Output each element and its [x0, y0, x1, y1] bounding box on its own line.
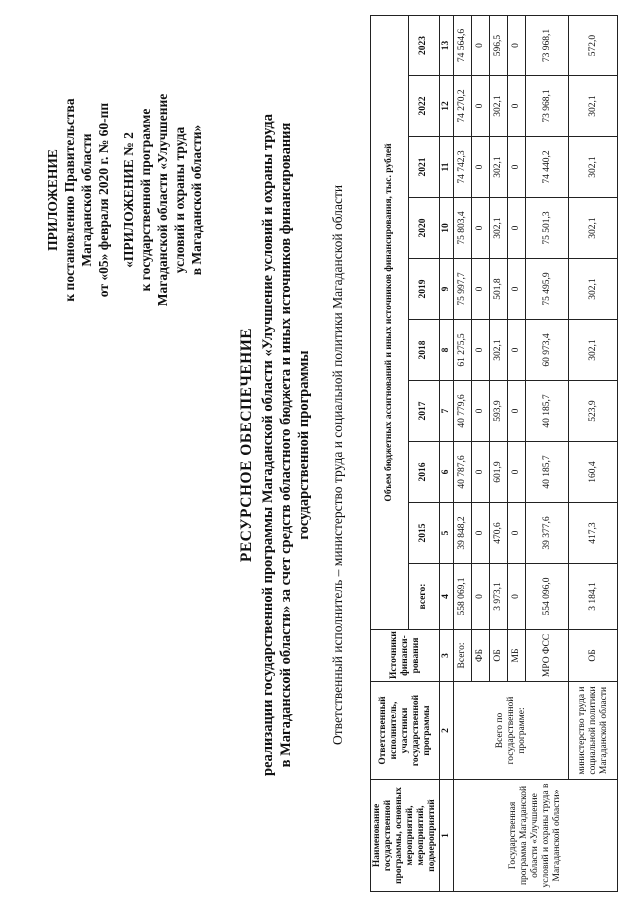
value-cell: 523,9 [569, 381, 618, 442]
column-number: 8 [440, 320, 454, 381]
table-row [569, 15, 618, 891]
resource-table [370, 15, 618, 892]
value-cell: 0 [508, 259, 526, 320]
value-cell: 75 495,9 [526, 259, 569, 320]
sub-appendix-title: «ПРИЛОЖЕНИЕ № 2 [121, 132, 136, 268]
value-cell: 0 [472, 198, 490, 259]
appendix-date: от «05» февраля 2020 г. № 60-пп [96, 102, 111, 298]
appendix-title: ПРИЛОЖЕНИЕ [45, 149, 60, 251]
source-cell: Всего: [454, 630, 472, 682]
value-cell: 73 968,1 [526, 15, 569, 75]
column-number: 7 [440, 381, 454, 442]
value-cell: 0 [472, 76, 490, 137]
column-number: 11 [440, 137, 454, 198]
value-cell: 160,4 [569, 442, 618, 503]
value-cell: 302,1 [569, 137, 618, 198]
value-cell: 75 803,4 [454, 198, 472, 259]
source-cell: ОБ [490, 630, 508, 682]
value-cell: 501,8 [490, 259, 508, 320]
value-cell: 0 [472, 320, 490, 381]
value-cell: 0 [508, 442, 526, 503]
value-cell: 302,1 [569, 259, 618, 320]
header-year: 2016 [408, 442, 439, 503]
value-cell: 0 [472, 259, 490, 320]
value-cell: 73 968,1 [526, 76, 569, 137]
value-cell: 470,6 [490, 503, 508, 564]
column-number: 2 [440, 682, 454, 780]
header-year: 2022 [408, 76, 439, 137]
header-year: 2019 [408, 259, 439, 320]
value-cell: 61 275,5 [454, 320, 472, 381]
value-cell: 593,9 [490, 381, 508, 442]
column-number: 6 [440, 442, 454, 503]
value-cell: 39 377,6 [526, 503, 569, 564]
column-number: 9 [440, 259, 454, 320]
value-cell: 40 787,6 [454, 442, 472, 503]
value-cell: 302,1 [569, 76, 618, 137]
sub-appendix-line: в Магаданской области» [189, 124, 204, 276]
table-row [454, 15, 472, 891]
heading-line: в Магаданской области» за счет средств областного бюджета и иных источников финансирования [278, 122, 294, 768]
value-cell: 558 069,1 [454, 564, 472, 630]
appendix-block [44, 40, 205, 360]
value-cell: 0 [508, 320, 526, 381]
program-total-cell: Всего по государственной программе: [454, 682, 569, 780]
value-cell: 40 185,7 [526, 381, 569, 442]
ministry-executor-cell: министерство труда и социальной политики Магаданской области [569, 682, 618, 780]
sub-appendix-line: к государственной программе [138, 108, 153, 292]
source-cell: ФБ [472, 630, 490, 682]
value-cell: 0 [508, 76, 526, 137]
value-cell: 572,0 [569, 15, 618, 75]
value-cell: 302,1 [569, 320, 618, 381]
value-cell: 40 779,6 [454, 381, 472, 442]
header-year: 2023 [408, 15, 439, 75]
column-number: 12 [440, 76, 454, 137]
value-cell: 554 096,0 [526, 564, 569, 630]
value-cell: 40 185,7 [526, 442, 569, 503]
header-year: 2020 [408, 198, 439, 259]
document-heading [238, 75, 313, 815]
value-cell: 74 440,2 [526, 137, 569, 198]
source-cell: МРО ФСС [526, 630, 569, 682]
value-cell: 0 [472, 442, 490, 503]
header-total: всего: [408, 564, 439, 630]
value-cell: 0 [508, 503, 526, 564]
sub-appendix-line: условий и охраны труда [172, 126, 187, 274]
header-volume: Объем бюджетных ассигнований и иных источников финансирования, тыс. рублей [371, 15, 409, 629]
value-cell: 601,9 [490, 442, 508, 503]
value-cell: 74 270,2 [454, 76, 472, 137]
header-executor: Ответственный исполнитель, участники государственной программы [371, 682, 440, 780]
value-cell: 302,1 [490, 320, 508, 381]
column-number: 10 [440, 198, 454, 259]
header-year: 2017 [408, 381, 439, 442]
value-cell: 0 [508, 137, 526, 198]
value-cell: 0 [508, 198, 526, 259]
value-cell: 74 742,3 [454, 137, 472, 198]
value-cell: 3 973,1 [490, 564, 508, 630]
value-cell: 3 184,1 [569, 564, 618, 630]
heading-title: РЕСУРСНОЕ ОБЕСПЕЧЕНИЕ [238, 327, 255, 563]
source-cell: МБ [508, 630, 526, 682]
value-cell: 74 564,6 [454, 15, 472, 75]
header-name: Наименование государственной программы, основных мероприятий, мероприятий, подмероприятий [371, 780, 440, 892]
column-number-row [440, 15, 454, 891]
value-cell: 0 [472, 137, 490, 198]
value-cell: 60 973,4 [526, 320, 569, 381]
value-cell: 0 [472, 15, 490, 75]
value-cell: 0 [472, 503, 490, 564]
header-year: 2015 [408, 503, 439, 564]
sub-appendix-line: Магаданской области «Улучшение [155, 93, 170, 307]
header-year: 2018 [408, 320, 439, 381]
header-year: 2021 [408, 137, 439, 198]
responsible-executor: Ответственный исполнитель – министерство труда и социальной политики Магаданской области [330, 184, 345, 745]
value-cell: 302,1 [490, 198, 508, 259]
column-number: 4 [440, 564, 454, 630]
appendix-line: к постановлению Правительства [62, 98, 77, 302]
value-cell: 0 [508, 381, 526, 442]
value-cell: 302,1 [569, 198, 618, 259]
value-cell: 596,5 [490, 15, 508, 75]
value-cell: 302,1 [490, 76, 508, 137]
value-cell: 75 997,7 [454, 259, 472, 320]
value-cell: 75 501,3 [526, 198, 569, 259]
source-cell: ОБ [569, 630, 618, 682]
value-cell: 0 [472, 564, 490, 630]
appendix-line: Магаданской области [79, 133, 94, 267]
value-cell: 417,3 [569, 503, 618, 564]
column-number: 1 [440, 780, 454, 892]
value-cell: 302,1 [490, 137, 508, 198]
value-cell: 39 848,2 [454, 503, 472, 564]
value-cell: 0 [508, 564, 526, 630]
heading-line: государственной программы [296, 350, 312, 540]
value-cell: 0 [508, 15, 526, 75]
header-source: Источники финанси-рования [371, 630, 440, 682]
heading-line: реализации государственной программы Магаданской области «Улучшение условий и охраны труда [260, 114, 276, 776]
value-cell: 0 [472, 381, 490, 442]
column-number: 5 [440, 503, 454, 564]
column-number: 13 [440, 15, 454, 75]
program-name-cell: Государственная программа Магаданской области «Улучшение условий и охраны труда в Магаданской области» [454, 780, 618, 892]
column-number: 3 [440, 630, 454, 682]
